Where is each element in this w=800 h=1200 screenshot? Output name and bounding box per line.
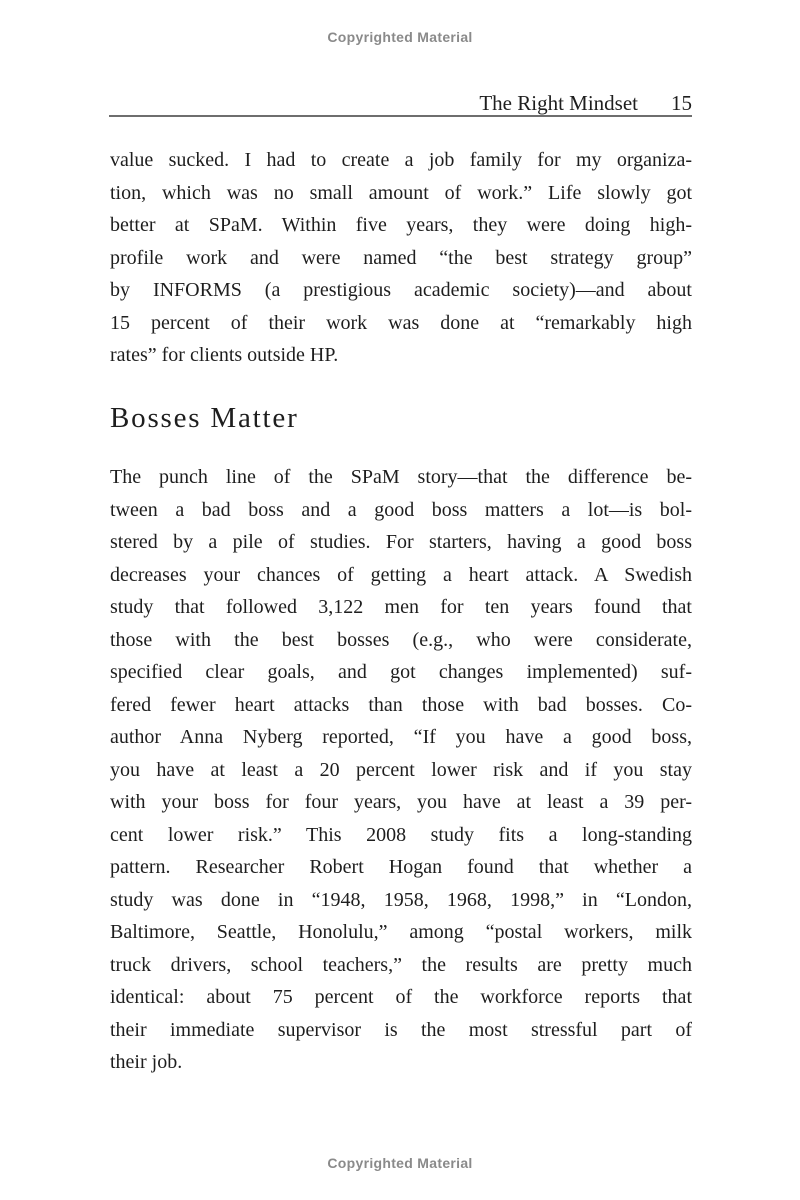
text-line: by INFORMS (a prestigious academic society)—and about bbox=[110, 279, 692, 301]
running-header bbox=[110, 91, 692, 116]
text-line: specified clear goals, and got changes implemented) suf- bbox=[110, 661, 692, 683]
text-line: value sucked. I had to create a job family for my organiza- bbox=[110, 149, 692, 171]
text-line: with your boss for four years, you have at least a 39 per- bbox=[110, 791, 692, 813]
text-line: profile work and were named “the best strategy group” bbox=[110, 246, 692, 269]
text-line: tween a bad boss and a good boss matters a lot—is bol- bbox=[110, 498, 692, 521]
text-line: their immediate supervisor is the most stressful part of bbox=[110, 1018, 692, 1041]
text-line: identical: about 75 percent of the workforce reports that bbox=[110, 986, 692, 1008]
text-line: truck drivers, school teachers,” the results are pretty much bbox=[110, 953, 692, 976]
text-line: pattern. Researcher Robert Hogan found that whether a bbox=[110, 856, 692, 878]
paragraph-spam-story bbox=[110, 144, 692, 372]
running-header-title: The Right Mindset bbox=[479, 91, 638, 115]
text-line: decreases your chances of getting a heart attack. A Swedish bbox=[110, 563, 692, 586]
text-line: Baltimore, Seattle, Honolulu,” among “postal workers, milk bbox=[110, 921, 692, 943]
header-rule bbox=[109, 115, 692, 117]
text-line: better at SPaM. Within five years, they were doing high- bbox=[110, 214, 692, 236]
text-line: fered fewer heart attacks than those with bad bosses. Co- bbox=[110, 693, 692, 716]
text-line: those with the best bosses (e.g., who were considerate, bbox=[110, 628, 692, 651]
text-line: The punch line of the SPaM story—that the difference be- bbox=[110, 466, 692, 488]
text-line: tion, which was no small amount of work.” Life slowly got bbox=[110, 181, 692, 204]
text-line: study was done in “1948, 1958, 1968, 1998,” in “London, bbox=[110, 888, 692, 911]
text-line: you have at least a 20 percent lower risk and if you stay bbox=[110, 758, 692, 781]
text-line: study that followed 3,122 men for ten years found that bbox=[110, 596, 692, 618]
paragraph-bosses-matter bbox=[110, 461, 692, 1079]
text-line: 15 percent of their work was done at “remarkably high bbox=[110, 311, 692, 334]
copyright-banner-top: Copyrighted Material bbox=[327, 29, 473, 45]
text-line: stered by a pile of studies. For starters, having a good boss bbox=[110, 531, 692, 553]
copyright-banner-bottom: Copyrighted Material bbox=[327, 1155, 473, 1171]
text-line: cent lower risk.” This 2008 study fits a long-standing bbox=[110, 823, 692, 846]
text-line: their job. bbox=[110, 1051, 183, 1073]
text-line: author Anna Nyberg reported, “If you have a good boss, bbox=[110, 726, 692, 748]
page-number: 15 bbox=[671, 91, 692, 115]
section-heading: Bosses Matter bbox=[110, 402, 299, 434]
text-line: rates” for clients outside HP. bbox=[110, 344, 339, 366]
